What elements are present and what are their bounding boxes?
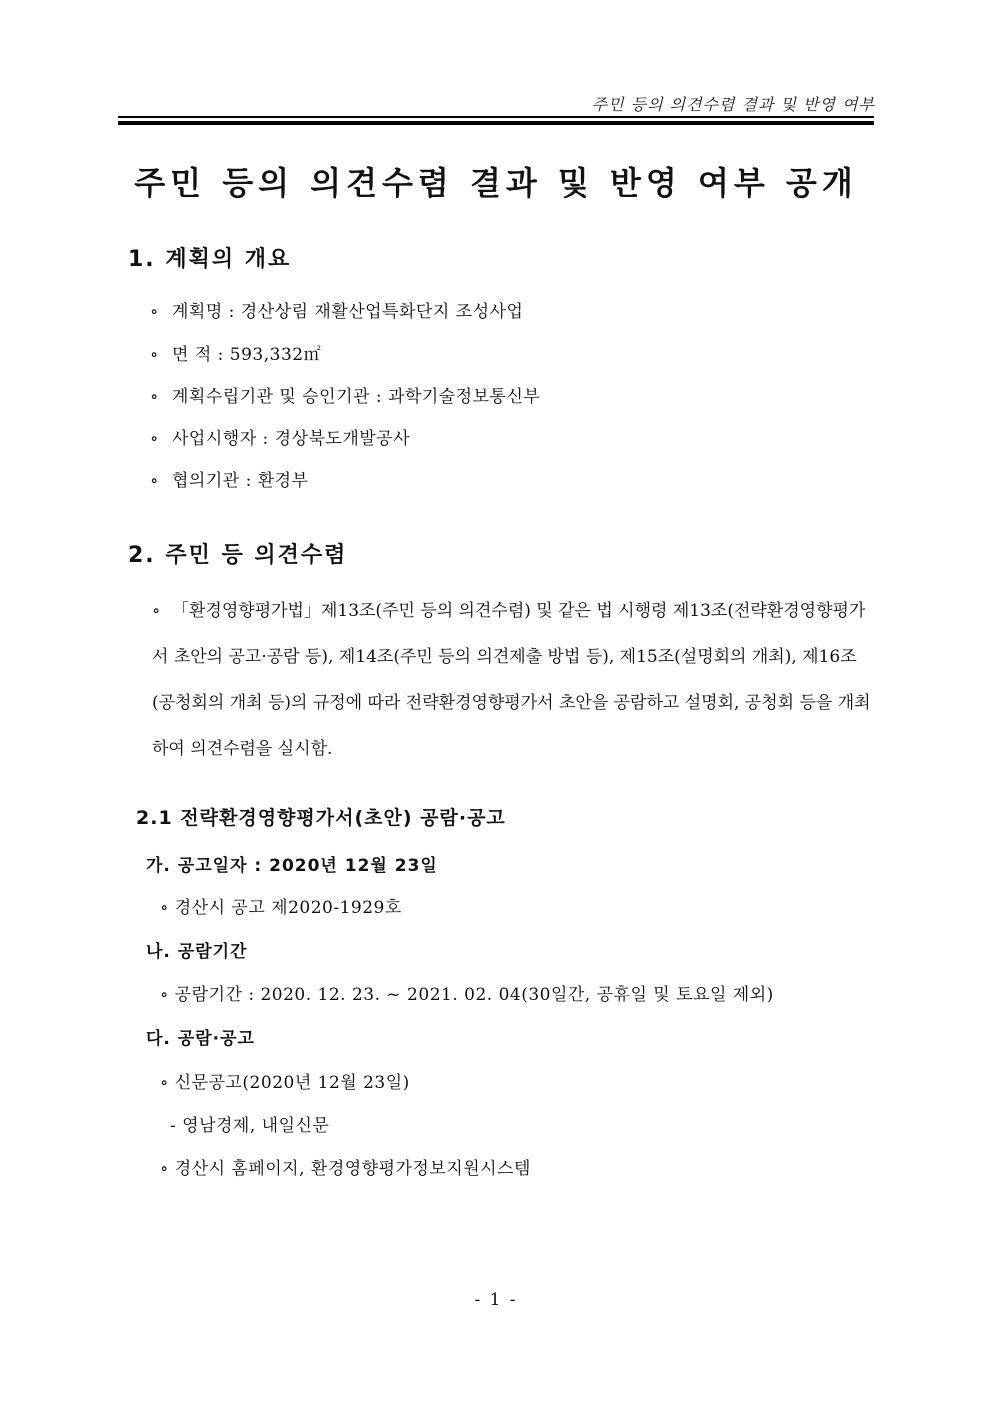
item-na-heading: 나. 공람기간 (146, 942, 248, 962)
section1-heading: 1. 계획의 개요 (128, 247, 292, 272)
list-item (150, 466, 309, 491)
list-item (150, 297, 523, 322)
header-rule-thick (118, 121, 874, 125)
list-item (150, 340, 321, 365)
bullet-marker: ∘ (150, 429, 159, 449)
item-na-text: ∘ 공람기간 : 2020. 12. 23. ~ 2021. 02. 04(30일간, 공휴일 및 토요일 제외) (160, 985, 774, 1005)
item-ga-heading: 가. 공고일자 : 2020년 12월 23일 (146, 856, 438, 876)
bullet-marker: ∘ (150, 302, 159, 322)
item-ga-text: ∘ 경산시 공고 제2020-1929호 (160, 898, 402, 918)
section2-heading: 2. 주민 등 의견수렴 (128, 543, 348, 568)
item-da-text-1: ∘ 신문공고(2020년 12월 23일) (160, 1073, 410, 1093)
paragraph-text: 「환경영향평가법」제13조(주민 등의 의견수렴) 및 같은 법 시행령 제13조(전략환경영향평가서 초안의 공고·공람 등), 제14조(주민 등의 의견제출 방법 등), 제15조(설명회의 개최), 제16조(공청회의 개최 등)의 규정에 따라 전략환경영향평가서 초안을 공람하고 설명회, 공청회 등을 개최하여 의견수렴을 실시함. (152, 601, 871, 759)
item-da-text-2: ∘ 경산시 홈페이지, 환경영향평가정보지원시스템 (160, 1159, 531, 1179)
bullet-marker: ∘ (150, 345, 159, 365)
running-header: 주민 등의 의견수렴 결과 및 반영 여부 (591, 95, 875, 114)
item-text: 계획수립기관 및 승인기관 : 과학기술정보통신부 (172, 387, 541, 407)
item-text: 계획명 : 경산상림 재활산업특화단지 조성사업 (172, 302, 524, 322)
item-text: 사업시행자 : 경상북도개발공사 (172, 429, 411, 449)
subsection-heading: 2.1 전략환경영향평가서(초안) 공람·공고 (136, 807, 506, 829)
bullet-marker: ∘ (152, 601, 161, 621)
list-item (150, 382, 540, 407)
section2-paragraph (152, 588, 874, 772)
list-item (150, 424, 410, 449)
bullet-marker: ∘ (150, 471, 159, 491)
item-da-heading: 다. 공람·공고 (146, 1029, 255, 1049)
item-text: 협의기관 : 환경부 (172, 471, 309, 491)
bullet-marker: ∘ (150, 387, 159, 407)
header-rule-thin (118, 116, 874, 118)
page-number: - 1 - (474, 1290, 518, 1310)
document-title: 주민 등의 의견수렴 결과 및 반영 여부 공개 (134, 164, 858, 202)
item-text: 면 적 : 593,332㎡ (172, 345, 322, 365)
item-da-subtext: - 영남경제, 내일신문 (170, 1116, 330, 1136)
